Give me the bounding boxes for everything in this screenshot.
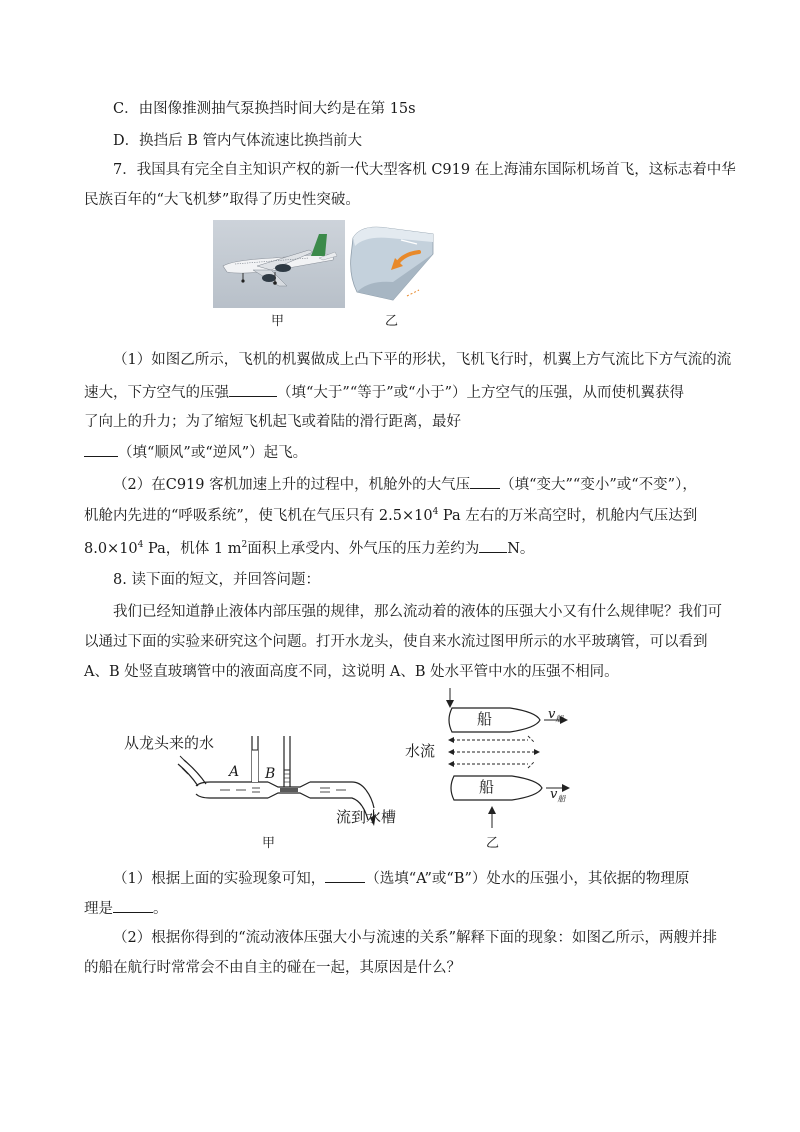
q8-part1-text-b: （选填“A”或“B”）处水的压强小，其依据的物理原 (365, 871, 690, 887)
velocity-subscript: 船 (557, 794, 566, 804)
q8-part1-text-c: 理是 (84, 901, 113, 917)
q7-part2-line2-b: Pa 左右的万米高空时，机舱内气压达到 (438, 508, 698, 524)
bottom-boat-velocity (550, 786, 565, 809)
velocity-symbol: v (548, 707, 556, 722)
q8-part1-line1 (113, 868, 689, 889)
q8-part2-line2: 的船在航行时常常会不由自主的碰在一起，其原因是什么？ (84, 960, 461, 976)
q7-part1-text-a: 速大，下方空气的压强 (84, 385, 229, 401)
q7-part1-line3: 了向上的升力；为了缩短飞机起飞或着陆的滑行距离，最好 (84, 414, 461, 430)
q8-part1-text-a: （1）根据上面的实验现象可知， (113, 871, 326, 887)
q7-part2-line3 (84, 538, 534, 559)
wing-airflow-figure (347, 220, 437, 308)
q7-part2-line2-a: 机舱内先进的“呼吸系统”，使飞机在气压只有 2.5×10 (84, 508, 433, 524)
q7-stem-line2: 民族百年的“大飞机梦”取得了历史性突破。 (84, 192, 360, 208)
q8-paragraph-line1: 我们已经知道静止液体内部压强的规律，那么流动着的液体的压强大小又有什么规律呢？我们可 (113, 604, 722, 620)
bottom-boat-label: 船 (479, 778, 495, 796)
velocity-subscript: 船 (555, 714, 564, 724)
q7-part2-text-a: （2）在C919 客机加速上升的过程中，机舱外的大气压 (113, 477, 471, 493)
q7-figure-yi-caption: 乙 (385, 314, 399, 329)
q8-paragraph-line3: A、B 处竖直玻璃管中的液面高度不同，这说明 A、B 处水平管中水的压强不相同。 (84, 664, 619, 680)
q8-figure-yi-caption: 乙 (486, 836, 500, 851)
label-to-sink: 流到水槽 (336, 808, 397, 826)
q7-stem-line1: 7．我国具有完全自主知识产权的新一代大型客机 C919 在上海浦东国际机场首飞，这标志着中华 (113, 162, 736, 178)
q7-part2-line3-b: Pa，机体 1 m (143, 541, 242, 557)
q8-part2-line1: （2）根据你得到的“流动液体压强大小与流速的关系”解释下面的现象：如图乙所示，两艘并排 (113, 930, 718, 946)
exponent: 4 (137, 540, 144, 550)
q7-part1-text-b: （填“大于”“等于”或“小于”）上方空气的压强，从而使机翼获得 (277, 385, 684, 401)
q6-option-c: C．由图像推测抽气泵换挡时间大约是在第 15s (113, 101, 416, 117)
answer-blank-air-pressure[interactable] (470, 474, 500, 489)
answer-blank-wind[interactable] (84, 442, 118, 457)
q6-option-d: D．换挡后 B 管内气体流速比换挡前大 (113, 133, 362, 149)
airplane-photo (213, 220, 345, 308)
q7-part1-line4-text: （填“顺风”或“逆风”）起飞。 (118, 445, 308, 461)
q8-part1-line2 (84, 898, 168, 919)
exponent-area: 2 (241, 540, 248, 550)
q7-part1-line2 (84, 382, 684, 403)
q8-figure-jia-caption: 甲 (262, 836, 276, 851)
q8-part1-text-d: 。 (153, 901, 168, 917)
water-flow-label: 水流 (405, 742, 436, 760)
exponent: 4 (432, 507, 439, 517)
top-boat-velocity (548, 706, 563, 729)
q7-part2-line3-a: 8.0×10 (84, 541, 138, 557)
q7-part2-line1 (113, 474, 697, 495)
answer-blank-location[interactable] (325, 868, 365, 883)
answer-blank-pressure[interactable] (229, 382, 277, 397)
q7-part2-line2 (84, 506, 697, 526)
q7-part1-line1: （1）如图乙所示，飞机的机翼做成上凸下平的形状，飞机飞行时，机翼上方气流比下方气流的流 (113, 352, 732, 368)
q7-part2-line3-c: 面积上承受内、外气压的压力差约为 (247, 541, 480, 557)
answer-blank-force[interactable] (479, 538, 507, 553)
label-point-b: B (265, 766, 276, 782)
top-boat-label: 船 (477, 710, 493, 728)
q7-part1-line4 (84, 442, 307, 463)
velocity-symbol: v (550, 787, 558, 802)
q8-stem: 8. 读下面的短文，并回答问题： (113, 572, 320, 588)
q7-part2-text-b: （填“变大”“变小”或“不变”）， (500, 477, 697, 493)
q7-part2-line3-d: N。 (507, 541, 535, 557)
q8-paragraph-line2: 以通过下面的实验来研究这个问题。打开水龙头，使自来水流过图甲所示的水平玻璃管，可以看到 (84, 634, 708, 650)
answer-blank-principle[interactable] (113, 898, 153, 913)
label-from-tap: 从龙头来的水 (124, 734, 215, 752)
label-point-a: A (229, 764, 240, 780)
q7-figure-jia-caption: 甲 (271, 314, 285, 329)
